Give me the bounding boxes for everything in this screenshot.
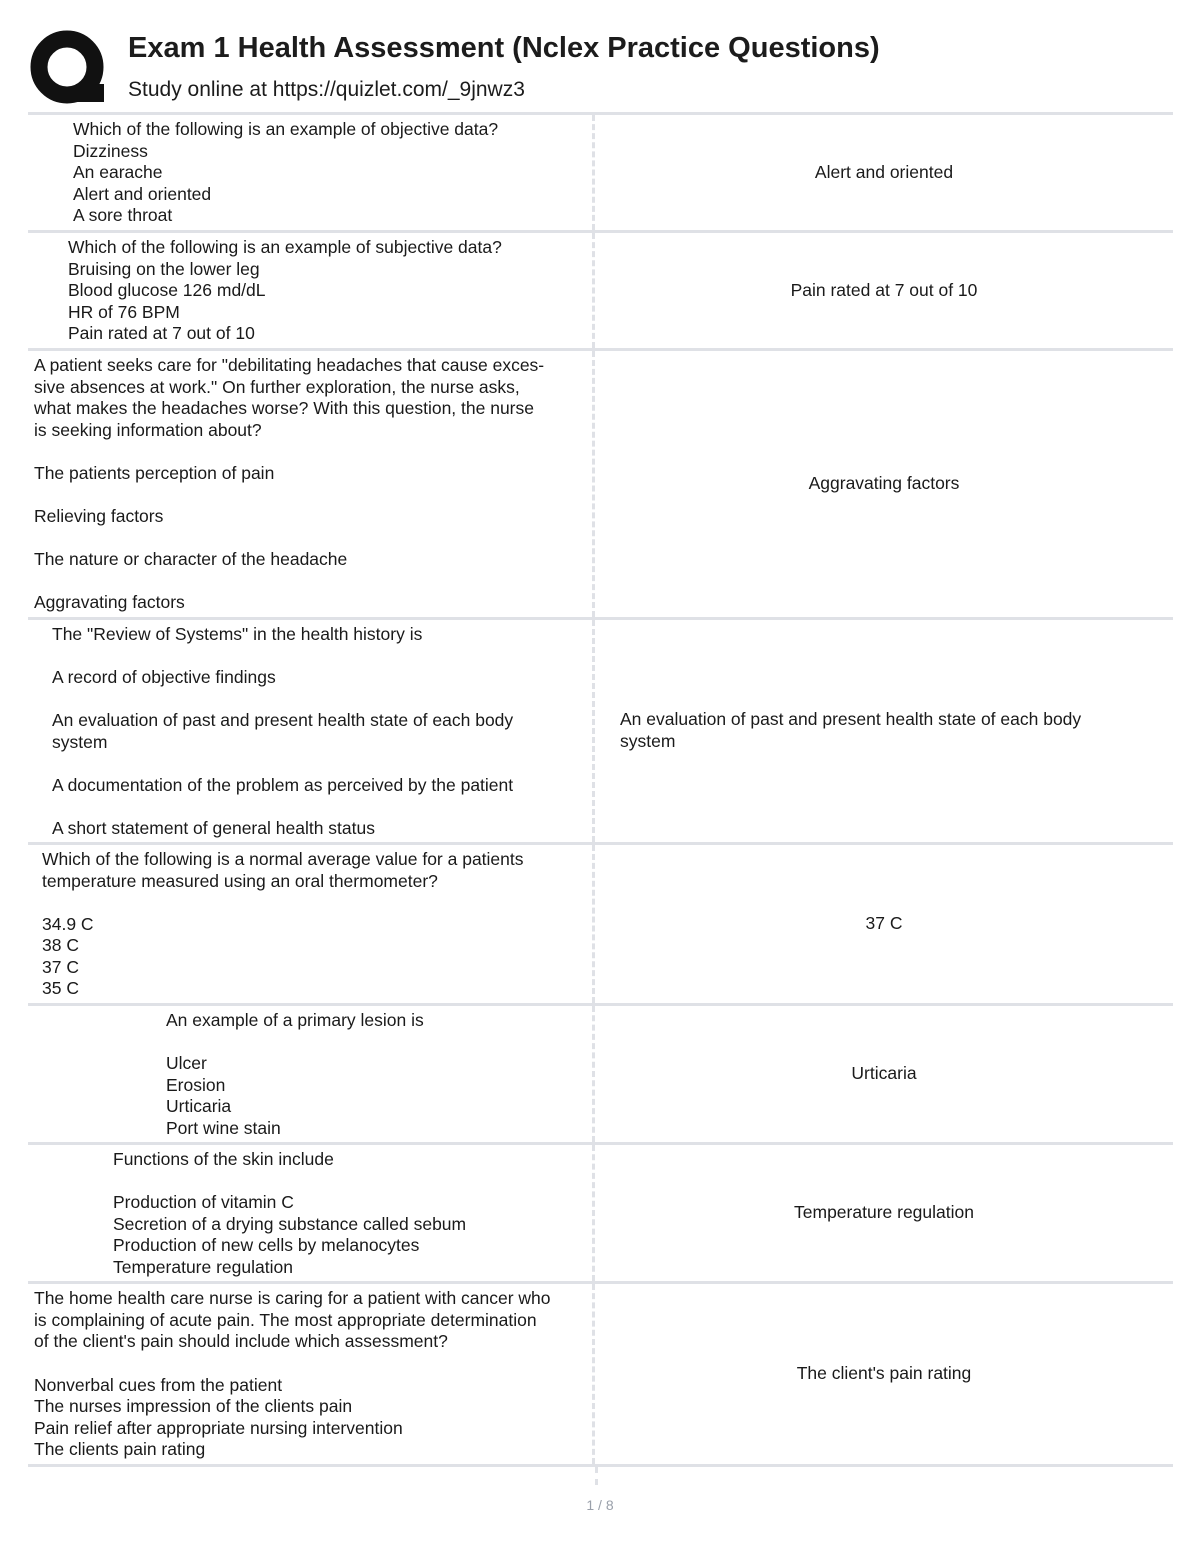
card-question: The "Review of Systems" in the health history is A record of objective findings An evaluation of past and present health state of each body system A documentation of the problem as perceived by the patient A short statement of general health status — [28, 620, 595, 842]
flashcard — [28, 112, 1173, 230]
card-answer: Aggravating factors — [808, 473, 960, 494]
flashcard — [28, 617, 1173, 842]
card-question: A patient seeks care for "debilitating headaches that cause exces- sive absences at work." On further exploration, the nurse asks, what makes the headaches worse? With this question, the nurse is seeking information about? The patients perception of pain Relieving factors The nature or character of the headache Aggravating factors — [28, 351, 595, 617]
card-answer: Temperature regulation — [794, 1202, 974, 1223]
flashcard — [28, 1142, 1173, 1281]
card-answer: 37 C — [865, 913, 903, 934]
card-question: Which of the following is an example of subjective data? Bruising on the lower leg Blood glucose 126 md/dL HR of 76 BPM Pain rated at 7 out of 10 — [28, 233, 595, 348]
quizlet-logo-icon — [30, 30, 106, 106]
card-question: The home health care nurse is caring for a patient with cancer who is complaining of acute pain. The most appropriate determination of the client's pain should include which assessment? Nonverbal cues from the patient The nurses impression of the clients pain Pain relief after appropriate nursing intervention The clients pain rating — [28, 1284, 595, 1464]
flashcard — [28, 1281, 1173, 1467]
card-answer: Alert and oriented — [814, 161, 954, 182]
flashcard — [28, 348, 1173, 617]
card-answer: An evaluation of past and present health state of each body system — [620, 709, 1082, 751]
flashcard — [28, 842, 1173, 1003]
card-answer: Urticaria — [851, 1063, 917, 1084]
document-header — [30, 30, 1170, 110]
column-divider — [595, 1467, 598, 1485]
card-question: An example of a primary lesion is Ulcer Erosion Urticaria Port wine stain — [28, 1006, 595, 1142]
card-question: Functions of the skin include Production of vitamin C Secretion of a drying substance called sebum Production of new cells by melanocytes Temperature regulation — [28, 1145, 595, 1281]
page-number: 1 / 8 — [586, 1497, 614, 1513]
document-title: Exam 1 Health Assessment (Nclex Practice Questions) — [128, 32, 880, 64]
card-question: Which of the following is a normal average value for a patients temperature measured using an oral thermometer? 34.9 C 38 C 37 C 35 C — [28, 845, 595, 1003]
card-question: Which of the following is an example of objective data? Dizziness An earache Alert and oriented A sore throat — [28, 115, 595, 230]
flashcard-list — [28, 112, 1173, 1467]
card-answer: Pain rated at 7 out of 10 — [790, 279, 978, 300]
card-answer: The client's pain rating — [796, 1363, 972, 1384]
flashcard — [28, 1003, 1173, 1142]
document-subtitle: Study online at https://quizlet.com/_9jnwz3 — [128, 78, 525, 101]
flashcard — [28, 230, 1173, 348]
